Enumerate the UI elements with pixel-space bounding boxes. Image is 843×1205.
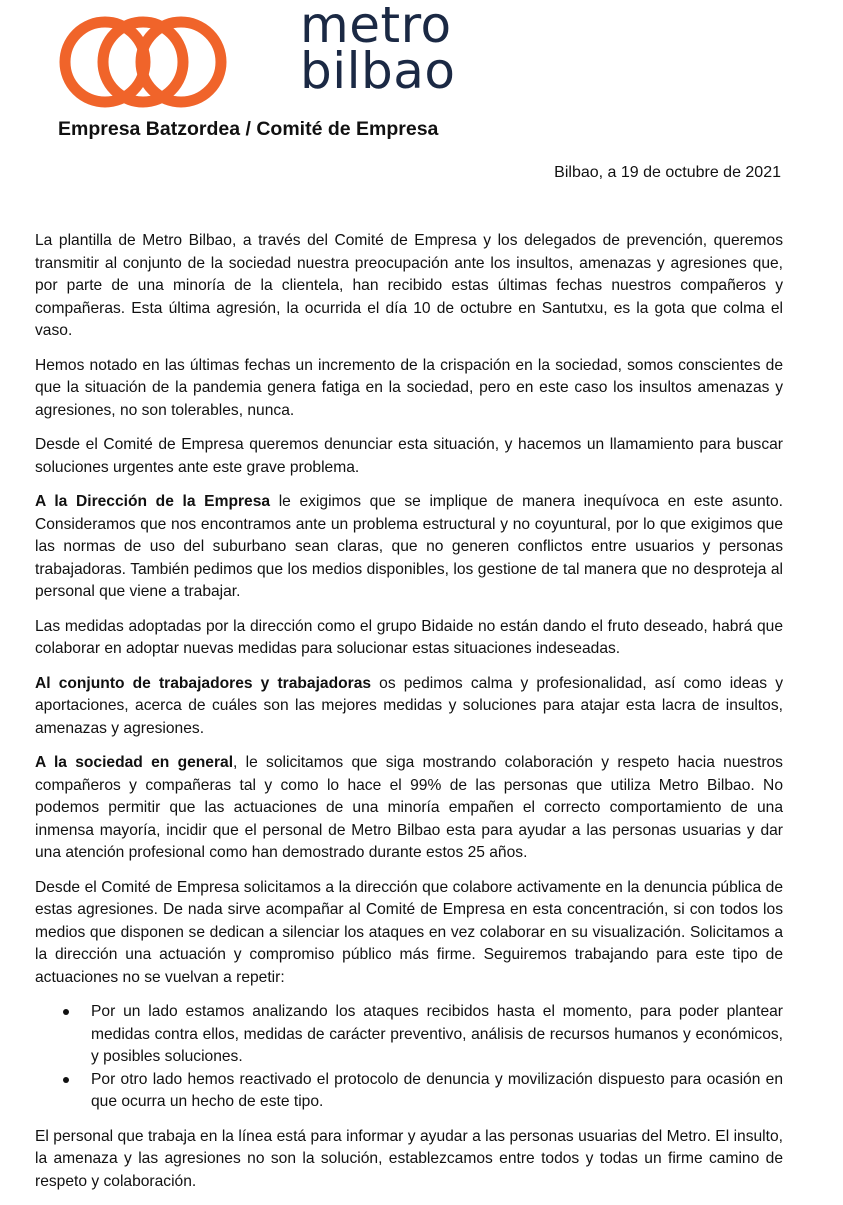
logo-wordmark [300, 0, 500, 100]
paragraph-sociedad [35, 752, 783, 865]
paragraph-trabajadores-heading: Al conjunto de trabajadores y trabajadoras [35, 674, 372, 692]
metro-bilbao-logo-icon [57, 12, 229, 112]
logo-wordmark-line2: bilbao [300, 42, 456, 100]
letter-body [35, 230, 783, 1205]
paragraph-denuncia: Desde el Comité de Empresa queremos denunciar esta situación, y hacemos un llamamiento para buscar soluciones urgentes ante este grave problema. [35, 436, 783, 476]
paragraph-solicitud: Desde el Comité de Empresa solicitamos a la dirección que colabore activamente en la denuncia pública de estas agresiones. De nada sirve acompañar al Comité de Empresa en esta concentración, si con todos los medios que disponen se dedican a silenciar los ataques en vez colaborar en su visualización. Solicitamos a la dirección una actuación y compromiso público más firme. Seguiremos trabajando para este tipo de actuaciones no se vuelvan a repetir: [35, 878, 783, 986]
committee-heading: Empresa Batzordea / Comité de Empresa [58, 118, 439, 140]
list-item [35, 1001, 783, 1069]
paragraph-medidas: Las medidas adoptadas por la dirección como el grupo Bidaide no están dando el fruto deseado, habrá que colaborar en adoptar nuevas medidas para solucionar estas situaciones indeseadas. [35, 617, 783, 657]
list-item-text: Por un lado estamos analizando los ataques recibidos hasta el momento, para poder plantear medidas contra ellos, medidas de carácter preventivo, análisis de recursos humanos y económicos, y posibles soluciones. [91, 1003, 783, 1065]
paragraph-closing: El personal que trabaja en la línea está para informar y ayudar a las personas usuarias del Metro. El insulto, la amenaza y las agresiones no son la solución, establezcamos entre todos y todas un firme camino de respeto y colaboración. [35, 1127, 783, 1190]
paragraph-crispacion: Hemos notado en las últimas fechas un incremento de la crispación en la sociedad, somos conscientes de que la situación de la pandemia genera fatiga en la sociedad, pero en este caso los insultos amenazas y agresiones, no son tolerables, nunca. [35, 356, 783, 419]
paragraph-direccion-heading: A la Dirección de la Empresa [35, 493, 271, 510]
action-list [35, 1001, 783, 1114]
paragraph-direccion [35, 491, 783, 604]
paragraph-sociedad-heading: A la sociedad en general [35, 754, 234, 771]
list-item-text: Por otro lado hemos reactivado el protocolo de denuncia y movilización dispuesto para ocasión en que ocurra un hecho de este tipo. [91, 1070, 783, 1110]
paragraph-trabajadores [35, 673, 783, 741]
bullet-icon [63, 1077, 69, 1083]
list-item [35, 1069, 783, 1114]
paragraph-sociedad-text: , le solicitamos que siga mostrando colaboración y respeto hacia nuestros compañeros y compañeras tal y como lo hace el 99% de las personas que utiliza Metro Bilbao. No podemos permitir que las actuaciones de una minoría empañen el correcto comportamiento de una inmensa mayoría, incidir que el personal de Metro Bilbao esta para ayudar a las personas usuarias y dar una atención profesional como han demostrado durante estos 25 años. [35, 754, 783, 861]
bullet-icon [63, 1009, 69, 1015]
paragraph-direccion-text: le exigimos que se implique de manera inequívoca en este asunto. Consideramos que nos encontramos ante un problema estructural y no coyuntural, por lo que exigimos que las normas de uso del suburbano sean claras, que no generen conflictos entre usuarios y personas trabajadoras. También pedimos que los medios disponibles, los gestione de tal manera que no desproteja al personal que viene a trabajar. [35, 493, 783, 600]
paragraph-intro: La plantilla de Metro Bilbao, a través del Comité de Empresa y los delegados de prevención, queremos transmitir al conjunto de la sociedad nuestra preocupación ante los insultos, amenazas y agresiones que, por parte de una minoría de la clientela, han recibido estas últimas fechas nuestros compañeros y compañeras. Esta última agresión, la ocurrida el día 10 de octubre en Santutxu, es la gota que colma el vaso. [35, 232, 783, 339]
paragraph-trabajadores-text: os pedimos calma y profesionalidad, así como ideas y aportaciones, acerca de cuáles son las mejores medidas y soluciones para atajar esta lacra de insultos, amenazas y agresiones. [35, 674, 783, 737]
document-date: Bilbao, a 19 de octubre de 2021 [554, 164, 781, 181]
logo-wordmark-line1: metro [300, 0, 452, 54]
